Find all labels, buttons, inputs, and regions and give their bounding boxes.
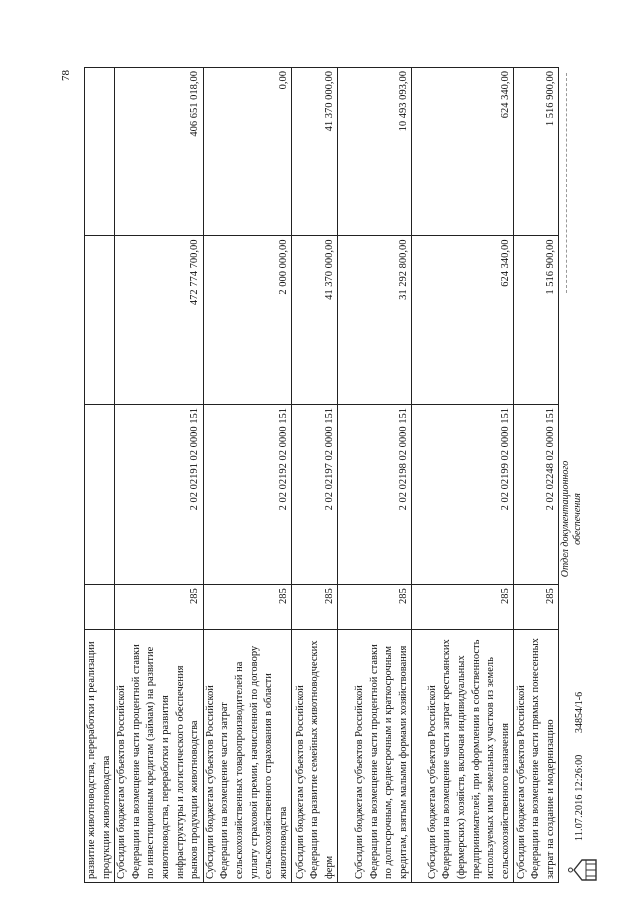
row-kbk: 2 02 02198 02 0000 151 — [338, 404, 412, 584]
budget-table — [84, 67, 559, 883]
row-amount-plan — [85, 236, 115, 404]
row-amount-plan: 472 774 700,00 — [115, 236, 204, 404]
table-row — [412, 68, 514, 883]
row-kbk: 2 02 02248 02 0000 151 — [514, 404, 559, 584]
row-amount-plan: 2 000 000,00 — [203, 236, 292, 404]
row-name: Субсидии бюджетам субъектов Российской Федерации на возмещение части процентной ставки по инвестиционным кредитам (займам) на развитие животноводства, переработки и развития инфраструктуры и логистического обеспечения рынков продукции животноводства — [115, 630, 204, 883]
row-amount-plan: 624 340,00 — [412, 236, 514, 404]
table-row — [514, 68, 559, 883]
footer-datetime: 11.07.2016 12:26:00 — [574, 754, 585, 841]
row-name: Субсидии бюджетам субъектов Российской Федерации на возмещение части процентной ставки по долгосрочным, среднесрочным и краткосрочным кредитам, взятым малыми формами хозяйствования — [338, 630, 412, 883]
archive-stamp-icon — [568, 857, 598, 883]
table-row — [115, 68, 204, 883]
table-row — [203, 68, 292, 883]
row-code: 285 — [514, 585, 559, 630]
row-amount-exec: 624 340,00 — [412, 68, 514, 236]
row-amount-plan: 1 516 900,00 — [514, 236, 559, 404]
row-kbk: 2 02 02191 02 0000 151 — [115, 404, 204, 584]
footer-divider — [566, 73, 568, 293]
table-row — [292, 68, 338, 883]
row-code — [85, 585, 115, 630]
row-name: развитие животноводства, переработки и реализации продукции животноводства — [85, 630, 115, 883]
footer-department — [560, 449, 584, 589]
row-amount-exec: 1 516 900,00 — [514, 68, 559, 236]
row-name: Субсидии бюджетам субъектов Российской Федерации на развитие семейных животноводческих ферм — [292, 630, 338, 883]
row-kbk: 2 02 02197 02 0000 151 — [292, 404, 338, 584]
row-amount-exec — [85, 68, 115, 236]
row-amount-exec: 41 370 000,00 — [292, 68, 338, 236]
row-code: 285 — [338, 585, 412, 630]
row-name: Субсидии бюджетам субъектов Российской Федерации на возмещение части прямых понесенных затрат на создание и модернизацию — [514, 630, 559, 883]
page-footer — [560, 67, 630, 883]
row-kbk — [85, 404, 115, 584]
row-amount-exec: 0,00 — [203, 68, 292, 236]
table-row — [85, 68, 115, 883]
row-name: Субсидии бюджетам субъектов Российской Федерации на возмещение части затрат крестьянских (фермерских) хозяйств, включая индивидуальных предпринимателей, при оформлении в собственность используемых ими земельных участков из земель сельскохозяйственного назначения — [412, 630, 514, 883]
row-amount-plan: 31 292 800,00 — [338, 236, 412, 404]
row-amount-exec: 10 493 093,00 — [338, 68, 412, 236]
row-code: 285 — [292, 585, 338, 630]
row-amount-plan: 41 370 000,00 — [292, 236, 338, 404]
row-amount-exec: 406 651 018,00 — [115, 68, 204, 236]
page-number: 78 — [60, 70, 72, 81]
department-line-1: Отдел документационного — [560, 460, 571, 578]
row-code: 285 — [203, 585, 292, 630]
row-name: Субсидии бюджетам субъектов Российской Федерации на возмещение части затрат сельскохозяйственных товаропроизводителей на уплату страховой премии, начисленной по договору сельскохозяйственного страхования в области животноводства — [203, 630, 292, 883]
row-kbk: 2 02 02192 02 0000 151 — [203, 404, 292, 584]
department-line-2: обеспечения — [572, 493, 583, 545]
row-kbk: 2 02 02199 02 0000 151 — [412, 404, 514, 584]
footer-registration-number: 34854/1-6 — [574, 691, 585, 733]
row-code: 285 — [115, 585, 204, 630]
table-row — [338, 68, 412, 883]
row-code: 285 — [412, 585, 514, 630]
